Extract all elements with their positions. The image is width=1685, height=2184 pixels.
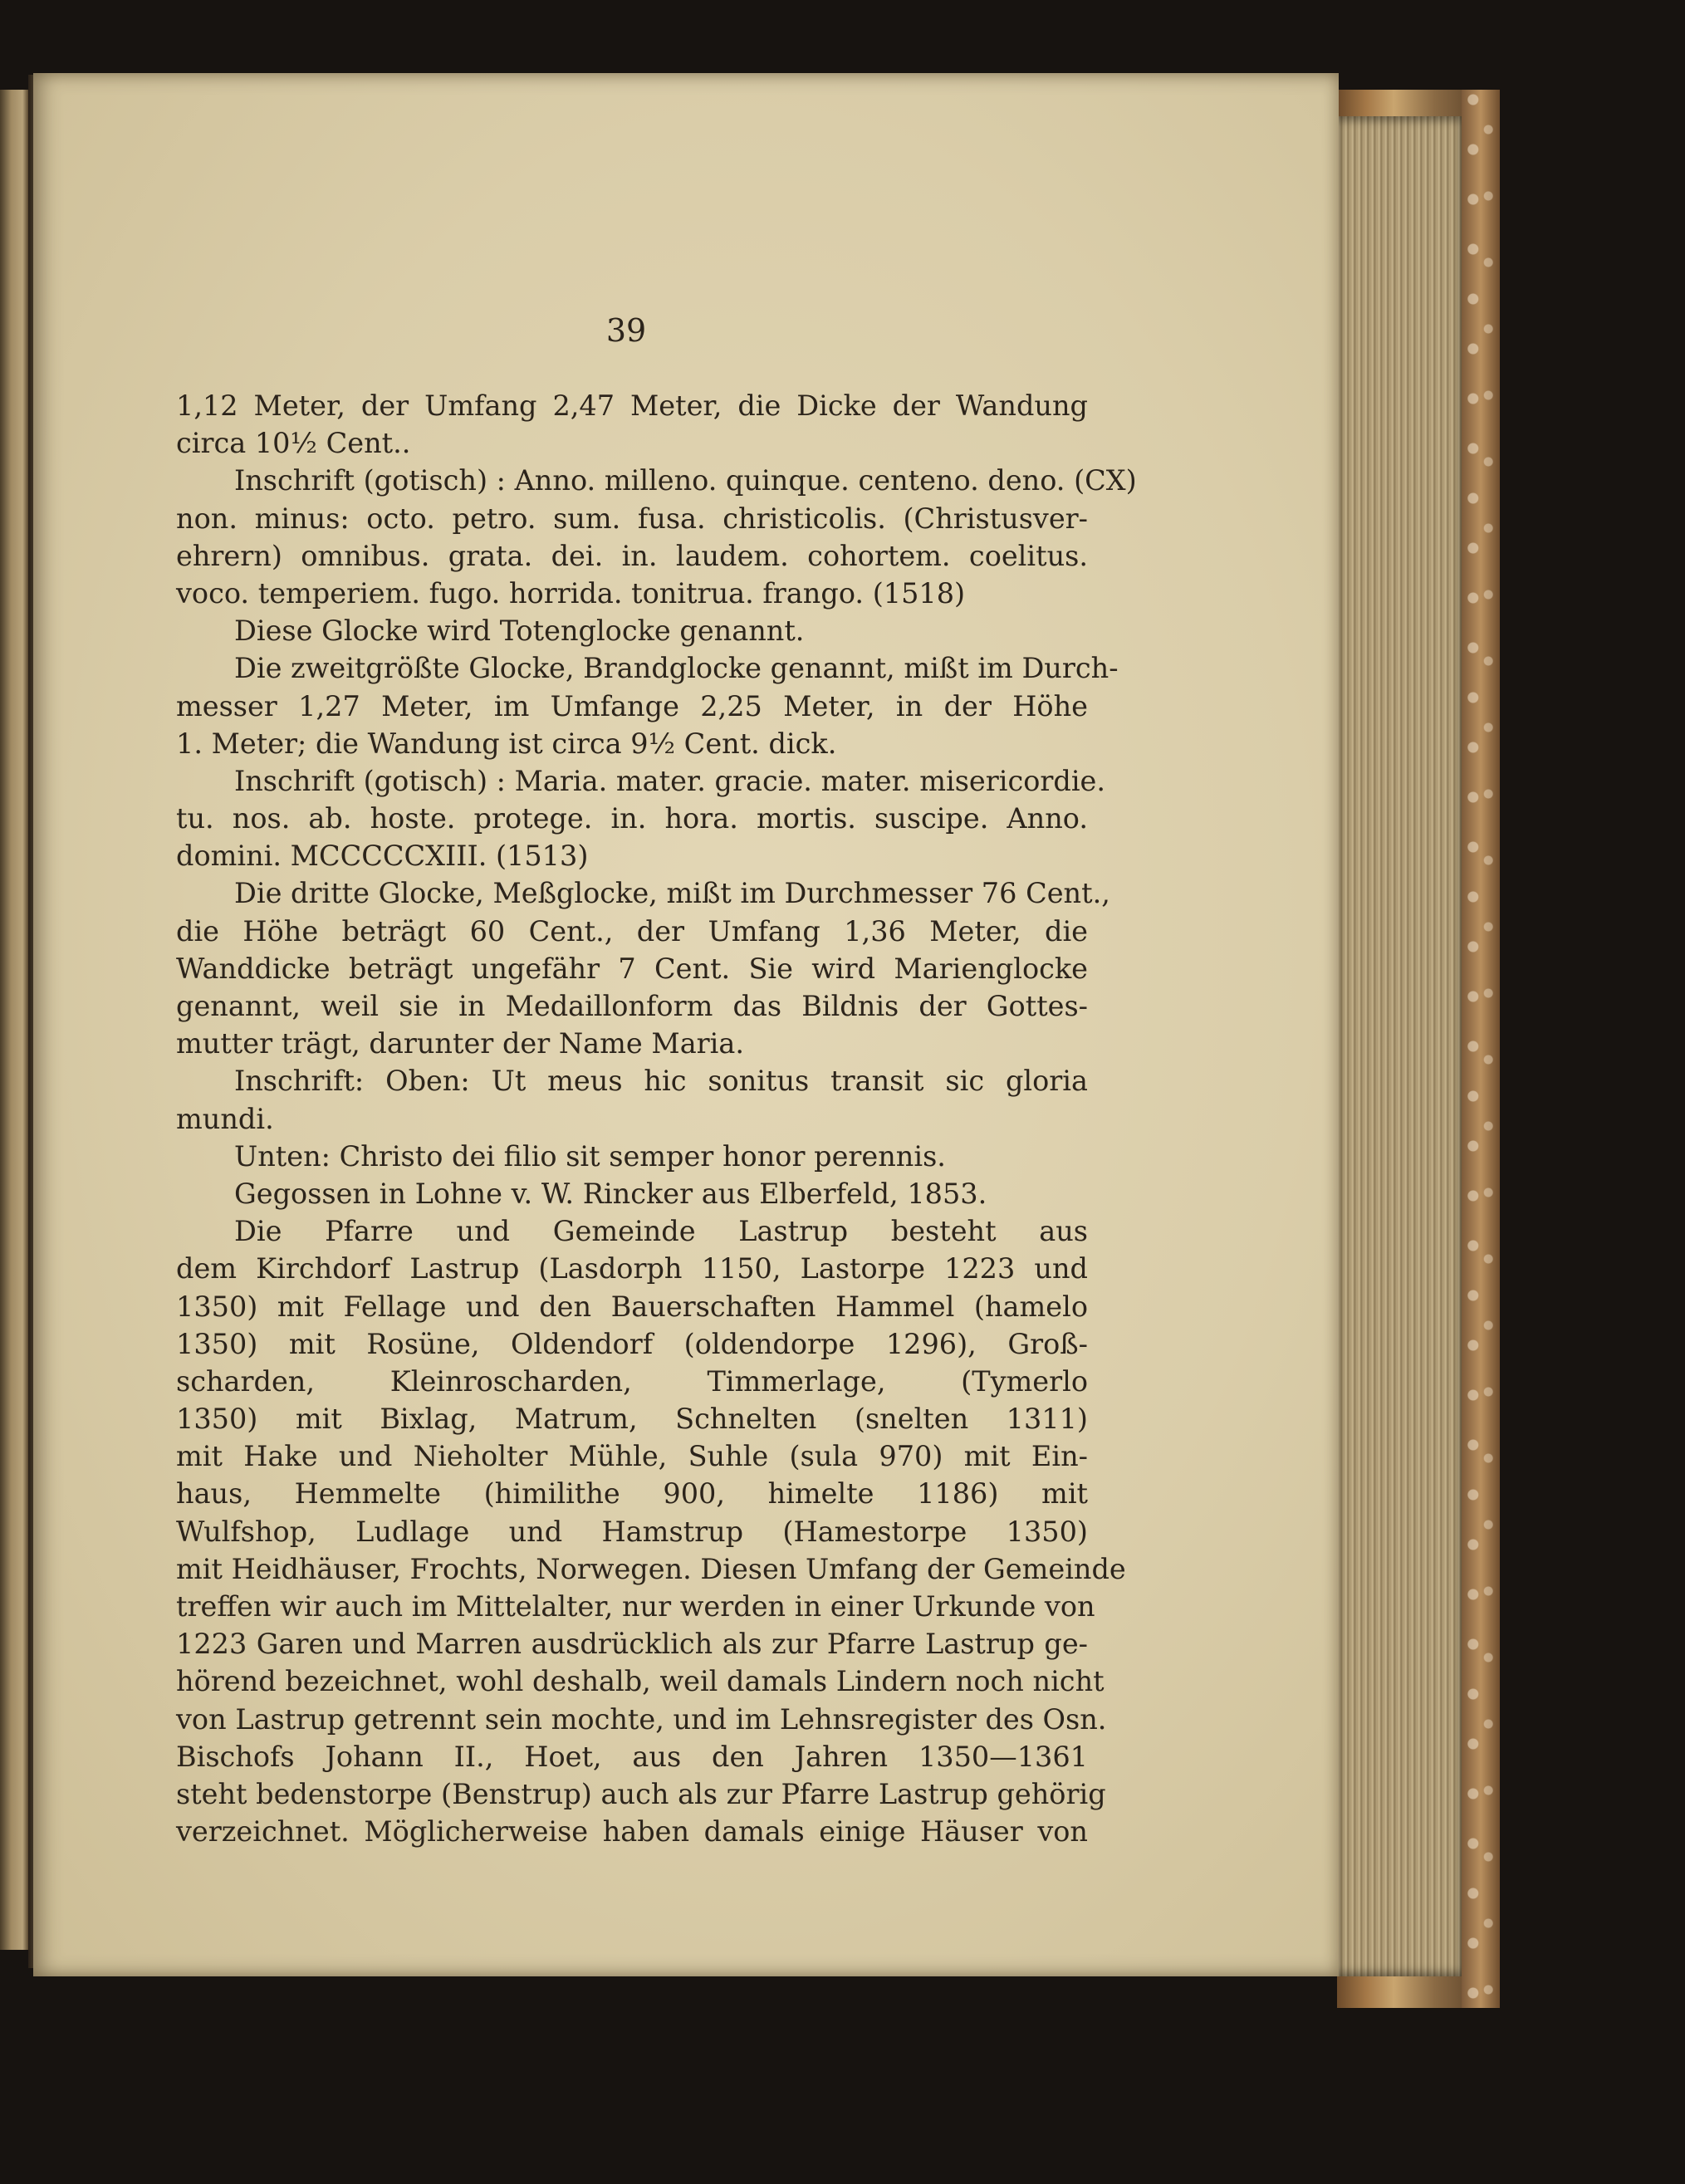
text-line: 1350) mit Fellage und den Bauerschaften Hammel (hamelo bbox=[176, 1290, 1088, 1323]
text-line: genannt, weil sie in Medaillonform das Bildnis der Gottes- bbox=[176, 990, 1088, 1022]
text-line: scharden, Kleinroscharden, Timmerlage, (Tymerlo bbox=[176, 1364, 1088, 1398]
text-line: voco. temperiem. fugo. horrida. tonitrua. frango. (1518) bbox=[176, 576, 966, 610]
text-line: Bischofs Johann II., Hoet, aus den Jahren 1350—1361 bbox=[176, 1740, 1088, 1773]
text-line: mit Heidhäuser, Frochts, Norwegen. Diesen Umfang der Gemeinde bbox=[176, 1552, 1126, 1585]
page-number: 39 bbox=[605, 312, 647, 349]
text-line: messer 1,27 Meter, im Umfange 2,25 Meter, in der Höhe bbox=[176, 689, 1088, 722]
marbled-cover-edge bbox=[1462, 90, 1500, 2008]
text-line: Wulfshop, Ludlage und Hamstrup (Hamestorpe 1350) bbox=[176, 1515, 1088, 1548]
text-line: Wanddicke beträgt ungefähr 7 Cent. Sie wird Marienglocke bbox=[176, 952, 1088, 985]
text-line: treffen wir auch im Mittelalter, nur werden in einer Urkunde von bbox=[176, 1590, 1095, 1623]
text-line: non. minus: octo. petro. sum. fusa. christicolis. (Christusver- bbox=[176, 502, 1088, 535]
text-line: 1350) mit Rosüne, Oldendorf (oldendorpe 1296), Groß- bbox=[176, 1327, 1088, 1360]
text-line: hörend bezeichnet, wohl deshalb, weil damals Lindern noch nicht bbox=[176, 1665, 1105, 1698]
text-line: circa 10½ Cent.. bbox=[176, 427, 411, 460]
text-line: Gegossen in Lohne v. W. Rincker aus Elberfeld, 1853. bbox=[234, 1177, 987, 1210]
text-line: 1. Meter; die Wandung ist circa 9½ Cent. dick. bbox=[176, 727, 837, 760]
book-page bbox=[33, 73, 1339, 1976]
text-line: mundi. bbox=[176, 1102, 274, 1135]
text-line: Diese Glocke wird Totenglocke genannt. bbox=[234, 615, 805, 648]
text-line: mit Hake und Nieholter Mühle, Suhle (sula 970) mit Ein- bbox=[176, 1440, 1088, 1473]
text-line: 1350) mit Bixlag, Matrum, Schnelten (snelten 1311) bbox=[176, 1403, 1088, 1436]
text-line: verzeichnet. Möglicherweise haben damals einige Häuser von bbox=[176, 1815, 1088, 1849]
text-line: Die dritte Glocke, Meßglocke, mißt im Durchmesser 76 Cent., bbox=[234, 877, 1110, 910]
text-line: ehrern) omnibus. grata. dei. in. laudem. cohortem. coelitus. bbox=[176, 539, 1088, 572]
text-line: steht bedenstorpe (Benstrup) auch als zur Pfarre Lastrup gehörig bbox=[176, 1777, 1106, 1810]
text-line: die Höhe beträgt 60 Cent., der Umfang 1,36 Meter, die bbox=[176, 914, 1088, 948]
text-line: von Lastrup getrennt sein mochte, und im Lehnsregister des Osn. bbox=[176, 1702, 1107, 1736]
text-line: Inschrift (gotisch) : Anno. milleno. quinque. centeno. deno. (CX) bbox=[234, 464, 1137, 497]
text-line: Unten: Christo dei filio sit semper honor perennis. bbox=[234, 1139, 946, 1173]
text-line: 1223 Garen und Marren ausdrücklich als zur Pfarre Lastrup ge- bbox=[176, 1628, 1088, 1661]
text-line: haus, Hemmelte (himilithe 900, himelte 1186) mit bbox=[176, 1477, 1088, 1511]
page-text bbox=[176, 387, 1137, 1850]
text-line: 1,12 Meter, der Umfang 2,47 Meter, die Dicke der Wandung bbox=[176, 389, 1088, 422]
text-line: tu. nos. ab. hoste. protege. in. hora. mortis. suscipe. Anno. bbox=[176, 802, 1088, 835]
page-block-edge bbox=[1337, 116, 1462, 1976]
left-page-edge bbox=[0, 90, 28, 1950]
text-line: Die zweitgrößte Glocke, Brandglocke genannt, mißt im Durch- bbox=[234, 652, 1119, 685]
text-line: Inschrift: Oben: Ut meus hic sonitus transit sic gloria bbox=[234, 1065, 1088, 1098]
text-line: mutter trägt, darunter der Name Maria. bbox=[176, 1027, 745, 1060]
text-line: Inschrift (gotisch) : Maria. mater. gracie. mater. misericordie. bbox=[234, 764, 1106, 797]
text-line: Die Pfarre und Gemeinde Lastrup besteht aus bbox=[234, 1215, 1088, 1248]
text-line: domini. MCCCCCXIII. (1513) bbox=[176, 840, 589, 873]
text-line: dem Kirchdorf Lastrup (Lasdorph 1150, Lastorpe 1223 und bbox=[176, 1252, 1088, 1285]
